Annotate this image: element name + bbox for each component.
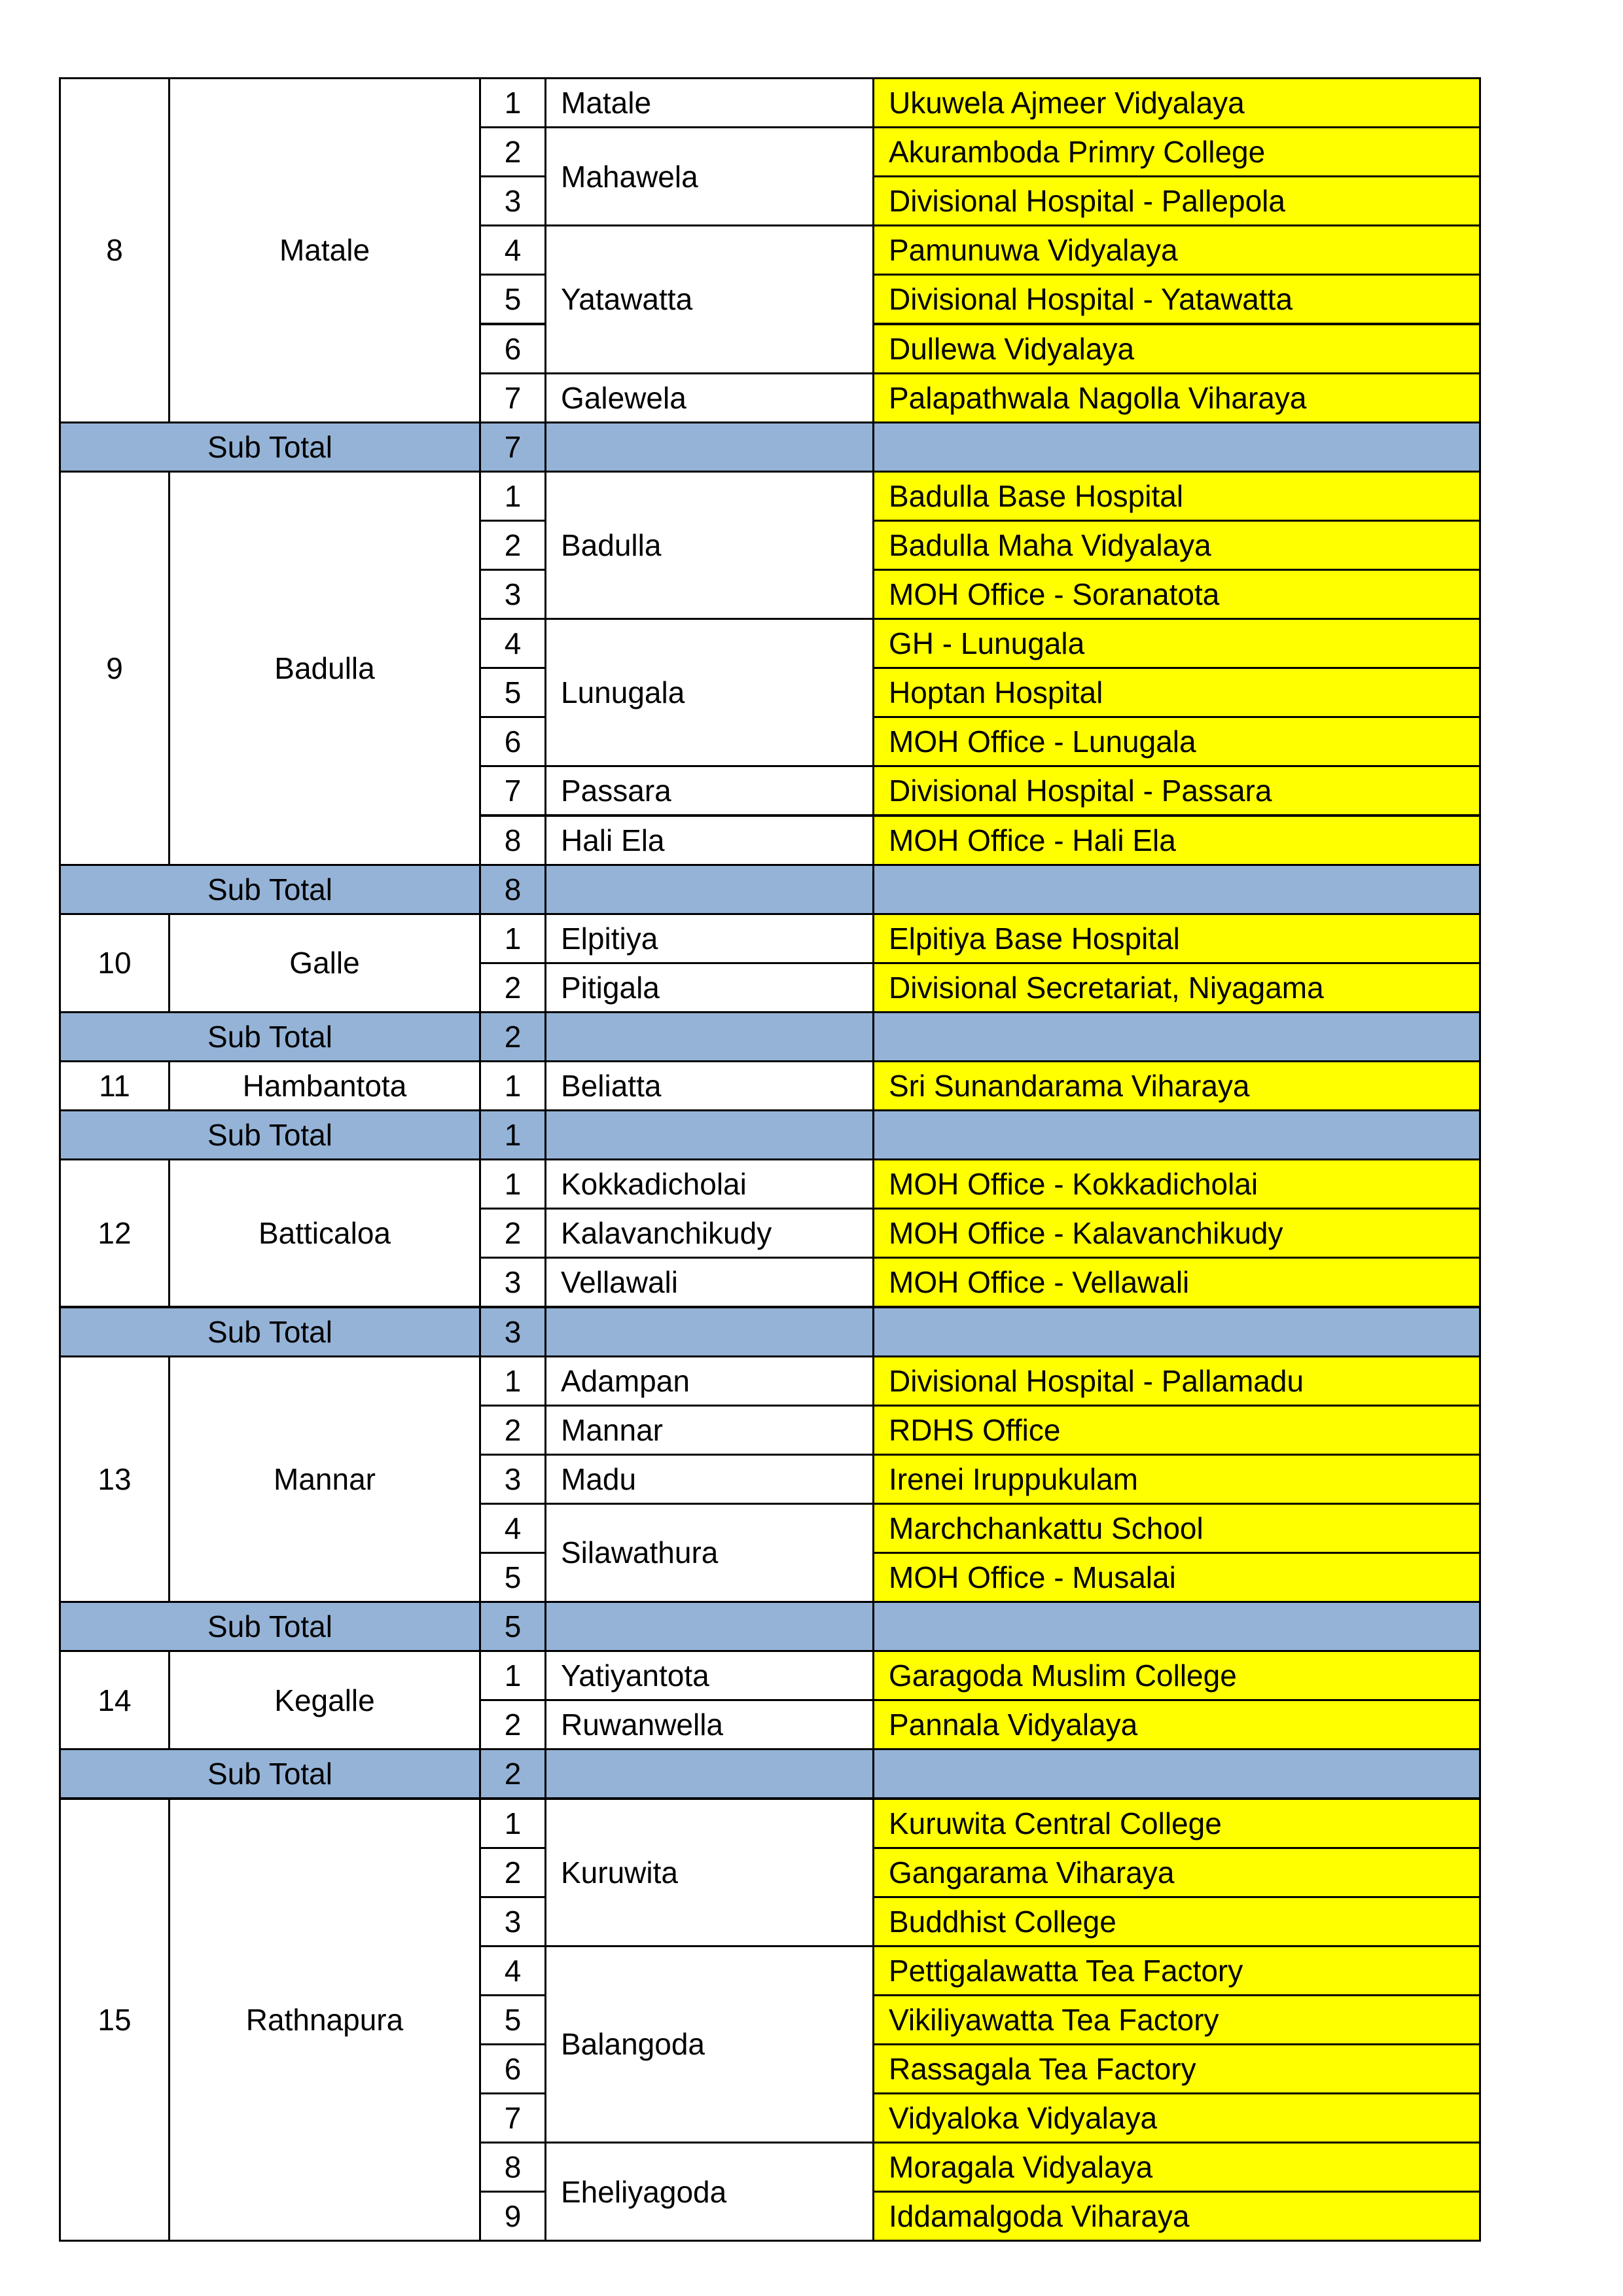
subtotal-label: Sub Total [59, 1601, 481, 1652]
site-name: MOH Office - Kokkadicholai [872, 1158, 1481, 1210]
site-name: Buddhist College [872, 1896, 1481, 1947]
division-name: Elpitiya [544, 913, 874, 964]
district-number: 8 [59, 77, 170, 423]
site-name: Rassagala Tea Factory [872, 2043, 1481, 2094]
site-number: 1 [479, 1798, 546, 1849]
district-name: Hambantota [168, 1060, 481, 1111]
division-name: Hali Ela [544, 815, 874, 866]
site-name: MOH Office - Lunugala [872, 716, 1481, 767]
site-name: Vikiliyawatta Tea Factory [872, 1994, 1481, 2045]
division-name: Beliatta [544, 1060, 874, 1111]
subtotal-label: Sub Total [59, 1011, 481, 1062]
site-number: 2 [479, 1405, 546, 1456]
site-number: 2 [479, 1699, 546, 1750]
subtotal-value: 8 [479, 864, 546, 915]
site-name: MOH Office - Kalavanchikudy [872, 1208, 1481, 1259]
site-name: Palapathwala Nagolla Viharaya [872, 372, 1481, 423]
site-name: Badulla Maha Vidyalaya [872, 520, 1481, 571]
site-name: Ukuwela Ajmeer Vidyalaya [872, 77, 1481, 128]
site-name: Divisional Hospital - Pallepola [872, 175, 1481, 226]
district-number: 11 [59, 1060, 170, 1111]
division-name: Matale [544, 77, 874, 128]
site-number: 3 [479, 1257, 546, 1308]
subtotal-blank [544, 1306, 874, 1357]
district-number: 14 [59, 1650, 170, 1750]
district-name: Matale [168, 77, 481, 423]
site-number: 5 [479, 667, 546, 718]
site-name: Divisional Secretariat, Niyagama [872, 962, 1481, 1013]
site-number: 4 [479, 1503, 546, 1554]
division-name: Vellawali [544, 1257, 874, 1308]
site-number: 5 [479, 1994, 546, 2045]
site-number: 7 [479, 765, 546, 816]
site-number: 3 [479, 175, 546, 226]
subtotal-blank [872, 1109, 1481, 1160]
district-name: Batticaloa [168, 1158, 481, 1308]
site-number: 7 [479, 372, 546, 423]
division-name: Badulla [544, 471, 874, 620]
site-name: MOH Office - Soranatota [872, 569, 1481, 620]
site-number: 5 [479, 1552, 546, 1603]
site-name: Akuramboda Primry College [872, 126, 1481, 177]
site-number: 9 [479, 2191, 546, 2242]
site-number: 4 [479, 224, 546, 276]
subtotal-blank [872, 422, 1481, 473]
subtotal-value: 3 [479, 1306, 546, 1357]
site-number: 5 [479, 274, 546, 325]
site-number: 3 [479, 1454, 546, 1505]
site-number: 4 [479, 618, 546, 669]
subtotal-value: 7 [479, 422, 546, 473]
site-number: 2 [479, 520, 546, 571]
site-number: 8 [479, 815, 546, 866]
district-number: 9 [59, 471, 170, 866]
subtotal-label: Sub Total [59, 1109, 481, 1160]
site-number: 2 [479, 962, 546, 1013]
district-name: Rathnapura [168, 1798, 481, 2242]
site-number: 1 [479, 1355, 546, 1407]
site-name: Sri Sunandarama Viharaya [872, 1060, 1481, 1111]
district-name: Galle [168, 913, 481, 1013]
subtotal-blank [872, 1601, 1481, 1652]
division-name: Silawathura [544, 1503, 874, 1603]
site-number: 1 [479, 77, 546, 128]
site-name: Badulla Base Hospital [872, 471, 1481, 522]
site-number: 1 [479, 913, 546, 964]
site-name: Gangarama Viharaya [872, 1847, 1481, 1898]
subtotal-value: 5 [479, 1601, 546, 1652]
subtotal-blank [544, 864, 874, 915]
site-number: 1 [479, 1158, 546, 1210]
site-name: Pannala Vidyalaya [872, 1699, 1481, 1750]
district-number: 13 [59, 1355, 170, 1604]
subtotal-label: Sub Total [59, 1748, 481, 1799]
division-name: Adampan [544, 1355, 874, 1407]
subtotal-label: Sub Total [59, 1306, 481, 1357]
subtotal-blank [872, 1011, 1481, 1062]
site-number: 3 [479, 569, 546, 620]
site-number: 6 [479, 323, 546, 374]
site-name: Pamunuwa Vidyalaya [872, 224, 1481, 276]
site-name: Divisional Hospital - Passara [872, 765, 1481, 816]
division-name: Mannar [544, 1405, 874, 1456]
division-name: Kuruwita [544, 1798, 874, 1947]
subtotal-blank [544, 1011, 874, 1062]
site-name: Kuruwita Central College [872, 1798, 1481, 1849]
division-name: Ruwanwella [544, 1699, 874, 1750]
division-name: Yatawatta [544, 224, 874, 374]
district-name: Mannar [168, 1355, 481, 1604]
division-name: Eheliyagoda [544, 2142, 874, 2242]
site-number: 2 [479, 1208, 546, 1259]
district-number: 10 [59, 913, 170, 1013]
site-name: Pettigalawatta Tea Factory [872, 1945, 1481, 1996]
subtotal-blank [872, 864, 1481, 915]
site-name: Garagoda Muslim College [872, 1650, 1481, 1701]
subtotal-label: Sub Total [59, 864, 481, 915]
division-name: Madu [544, 1454, 874, 1505]
site-number: 1 [479, 1060, 546, 1111]
subtotal-value: 2 [479, 1748, 546, 1799]
site-name: MOH Office - Vellawali [872, 1257, 1481, 1308]
site-name: Marchchankattu School [872, 1503, 1481, 1554]
site-number: 1 [479, 1650, 546, 1701]
site-number: 2 [479, 1847, 546, 1898]
district-number: 15 [59, 1798, 170, 2242]
division-name: Balangoda [544, 1945, 874, 2144]
division-name: Lunugala [544, 618, 874, 767]
division-name: Yatiyantota [544, 1650, 874, 1701]
subtotal-label: Sub Total [59, 422, 481, 473]
site-name: Dullewa Vidyalaya [872, 323, 1481, 374]
district-name: Kegalle [168, 1650, 481, 1750]
site-name: Elpitiya Base Hospital [872, 913, 1481, 964]
site-name: MOH Office - Musalai [872, 1552, 1481, 1603]
division-name: Kokkadicholai [544, 1158, 874, 1210]
site-number: 3 [479, 1896, 546, 1947]
division-name: Kalavanchikudy [544, 1208, 874, 1259]
district-name: Badulla [168, 471, 481, 866]
subtotal-blank [544, 1109, 874, 1160]
site-number: 2 [479, 126, 546, 177]
division-name: Pitigala [544, 962, 874, 1013]
subtotal-value: 2 [479, 1011, 546, 1062]
site-name: Iddamalgoda Viharaya [872, 2191, 1481, 2242]
subtotal-blank [544, 1748, 874, 1799]
site-name: Divisional Hospital - Pallamadu [872, 1355, 1481, 1407]
district-number: 12 [59, 1158, 170, 1308]
site-number: 8 [479, 2142, 546, 2193]
site-name: Moragala Vidyalaya [872, 2142, 1481, 2193]
subtotal-blank [872, 1748, 1481, 1799]
site-number: 4 [479, 1945, 546, 1996]
site-name: Divisional Hospital - Yatawatta [872, 274, 1481, 325]
division-name: Galewela [544, 372, 874, 423]
site-name: Irenei Iruppukulam [872, 1454, 1481, 1505]
site-number: 7 [479, 2092, 546, 2144]
division-name: Mahawela [544, 126, 874, 226]
site-number: 6 [479, 716, 546, 767]
subtotal-blank [544, 1601, 874, 1652]
site-number: 1 [479, 471, 546, 522]
site-name: Vidyaloka Vidyalaya [872, 2092, 1481, 2144]
site-name: GH - Lunugala [872, 618, 1481, 669]
subtotal-blank [872, 1306, 1481, 1357]
site-name: MOH Office - Hali Ela [872, 815, 1481, 866]
subtotal-blank [544, 422, 874, 473]
subtotal-value: 1 [479, 1109, 546, 1160]
site-name: RDHS Office [872, 1405, 1481, 1456]
site-number: 6 [479, 2043, 546, 2094]
site-name: Hoptan Hospital [872, 667, 1481, 718]
division-name: Passara [544, 765, 874, 816]
